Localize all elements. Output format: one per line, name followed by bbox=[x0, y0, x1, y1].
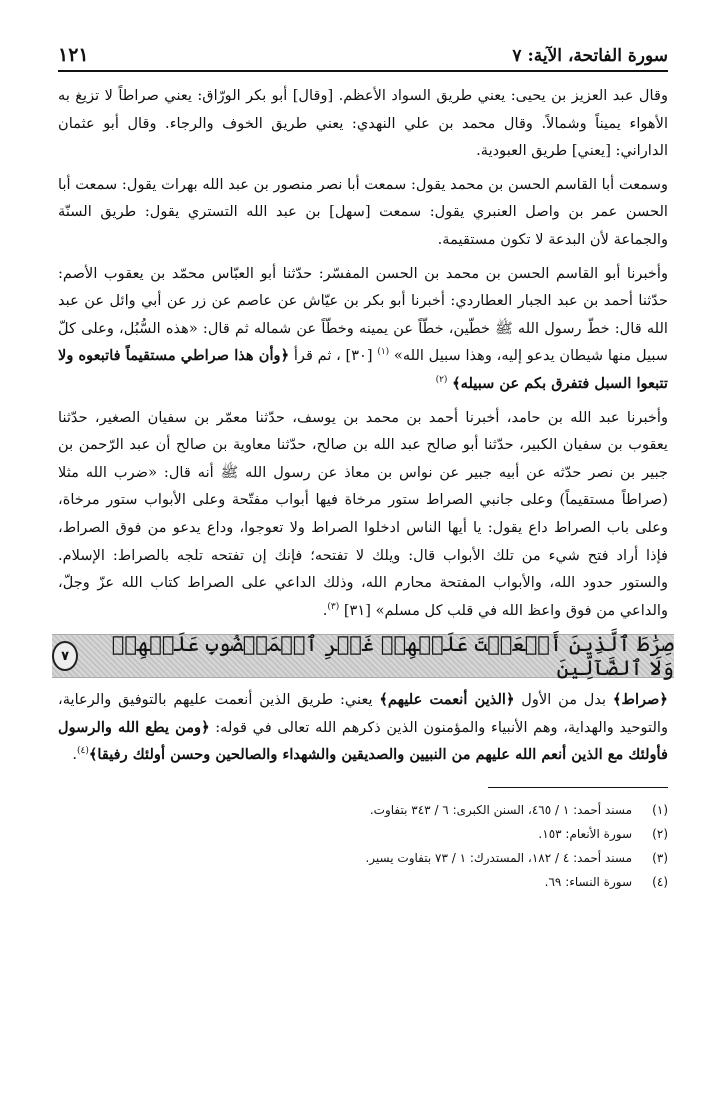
footnote-marker-2[interactable]: (٢) bbox=[435, 375, 448, 386]
footnote-item bbox=[58, 822, 668, 846]
footnotes bbox=[58, 798, 668, 894]
tafsir-text-2: يعني: طريق الذين أنعمت عليهم بالتوفيق والرعاية، والتوحيد والهداية، وهم الأنبياء والمؤمنون الذين ذكرهم الله تعالى في قوله: bbox=[58, 691, 668, 736]
footnote-number: (٤) bbox=[652, 875, 668, 890]
footnote-text: سورة النساء: ٦٩. bbox=[544, 875, 632, 890]
verse-text: صِرَٰطَ ٱلَّذِينَ أَنۡعَمۡتَ عَلَيۡهِمۡ غَيۡرِ ٱلۡمَغۡضُوبِ عَلَيۡهِمۡ وَلَا ٱلضَّآلِّينَ bbox=[111, 632, 674, 681]
paragraph-4: وأخبرنا عبد الله بن حامد، أخبرنا أحمد بن محمد بن يوسف، حدّثنا معمّر بن سفيان الصغير، حدّثنا يعقوب بن سفيان الكبير، حدّثنا أبو صالح عبد الله بن صالح، حدّثنا معاوية بن صالح أن عبد الرّحمن بن جبير بن نصر حدّثه عن أبيه جبير عن نواس بن معاذ عن رسول الله ﷺ أنه قال: «ضرب الله مثلا (صراطاً مستقيماً) وعلى جانبي الصراط ستور مرخاة فيها أبواب مفتّحة وعلى الأبواب ستور مرخاة، وعلى باب الصراط داع يقول: يا أيها الناس ادخلوا الصراط ولا تعوجوا، وداع يدعو من فوق الصراط، فإذا أراد فتح شيء من تلك الأبواب قال: ويلك لا تفتحه؛ فإنك إن تفتحه تلجه بالصراط: الإسلام. والستور حدود الله، والأبواب المفتحة محارم الله، وذلك الداعي على الصراط كتاب الله عزّ وجلّ، والداعي من فوق واعظ الله في قلب كل مسلم» [٣١] $^{(٣)}$. bbox=[58, 408, 668, 619]
paragraph-2: وسمعت أبا القاسم الحسن بن محمد يقول: سمعت أبا نصر منصور بن عبد الله بهرات يقول: سمعت أبا الحسن عمر بن واصل العنبري يقول: سمعت [سهل] بن عبد الله التستري يقول: طريق السنّة والجماعة لأن البدعة لا تكون مستقيمة. bbox=[58, 175, 668, 248]
footnote-marker-3[interactable]: (٣) bbox=[327, 601, 340, 612]
quran-quote-nisa: ﴿ومن يطع الله والرسول فأولئك مع الذين أنعم الله عليهم من النبيين والصديقين والشهداء والصالحين وحسن أولئك رفيقا﴾ bbox=[58, 718, 668, 764]
footnote-item bbox=[58, 798, 668, 822]
paragraph-1: وقال عبد العزيز بن يحيى: يعني طريق السواد الأعظم. [وقال] أبو بكر الورّاق: يعني صراطاً لا تزيغ به الأهواء يميناً وشمالاً. وقال محمد بن علي النهدي: يعني طريق الخوف والرجاء. وقال أبو عثمان الداراني: [يعني] طريق العبودية. bbox=[58, 87, 668, 160]
book-page bbox=[58, 40, 674, 894]
footnote-text: مسند أحمد: ١ / ٤٦٥، السنن الكبرى: ٦ / ٣٤٣ بتفاوت. bbox=[369, 803, 632, 818]
footnote-marker-4[interactable]: (٤) bbox=[76, 746, 89, 757]
verse-number-icon: ٧ bbox=[52, 641, 78, 671]
footnote-number: (٣) bbox=[652, 851, 668, 866]
tafsir-paragraph: ﴿صراط﴾ بدل من الأول ﴿الذين أنعمت عليهم﴾ يعني: طريق الذين أنعمت عليهم بالتوفيق والرعاية، والتوحيد والهداية، وهم الأنبياء والمؤمنون الذين ذكرهم الله تعالى في قوله: ﴿ومن يطع الله والرسول فأولئك مع الذين أنعم الله عليهم من النبيين والصديقين والشهداء والصالحين وحسن أولئك رفيقا﴾$^{(٤)}$. bbox=[58, 691, 668, 764]
footnote-text: سورة الأنعام: ١٥٣. bbox=[538, 827, 632, 842]
quran-quote-anam: ﴿وأن هذا صراطي مستقيماً فاتبعوه ولا تتبعوا السبل فتفرق بكم عن سبيله﴾ bbox=[58, 347, 668, 392]
tafsir-text-1: بدل من الأول bbox=[514, 691, 613, 709]
page-number: ١٢١ bbox=[58, 44, 89, 66]
hadith-ref-30: [٣٠] bbox=[345, 347, 373, 365]
hadith-ref-31: [٣١] bbox=[343, 601, 371, 619]
verse-banner bbox=[52, 632, 674, 681]
footnote-divider bbox=[488, 787, 668, 788]
surah-title: سورة الفاتحة، الآية: ٧ bbox=[512, 46, 668, 66]
paragraph-3-connector: ، ثم قرأ bbox=[293, 347, 341, 365]
page-header bbox=[58, 40, 668, 72]
footnote-number: (١) bbox=[652, 803, 668, 818]
footnote-marker-1[interactable]: (١) bbox=[377, 347, 390, 358]
footnote-item bbox=[58, 870, 668, 894]
footnote-number: (٢) bbox=[652, 827, 668, 842]
paragraph-3 bbox=[58, 260, 668, 398]
tafsir-term-sirat: ﴿صراط﴾ bbox=[612, 691, 668, 709]
footnote-text: مسند أحمد: ٤ / ١٨٢، المستدرك: ١ / ٧٣ بتفاوت يسير. bbox=[365, 851, 632, 866]
paragraph-3-text: وأخبرنا أبو القاسم الحسن بن محمد بن الحسن المفسّر: حدّثنا أبو العبّاس محمّد بن يعقوب الأصم: حدّثنا أحمد بن عبد الجبار العطاردي: أخبرنا أبو بكر بن عيّاش عن عاصم عن زر عن أبي وائل عن عبد الله قال: خطّ رسول الله ﷺ خطّين، خطّاً عن يمينه وخطّاً عن شماله ثم قال: «هذه السُّبُل، وعلى كلّ سبيل منها شيطان يدعو إليه، وهذا سبيل الله» bbox=[58, 264, 669, 365]
footnote-item bbox=[58, 846, 668, 870]
tafsir-term-alladhina: ﴿الذين أنعمت عليهم﴾ bbox=[379, 691, 515, 709]
paragraph-4-text: وأخبرنا عبد الله بن حامد، أخبرنا أحمد بن محمد بن يوسف، حدّثنا معمّر بن سفيان الصغير، حدّثنا يعقوب بن سفيان الكبير، حدّثنا أبو صالح عبد الله بن صالح، حدّثنا معاوية بن صالح أن عبد الرّحمن بن جبير بن نصر حدّثه عن أبيه جبير عن نواس بن معاذ عن رسول الله ﷺ أنه قال: «ضرب الله مثلا (صراطاً مستقيماً) وعلى جانبي الصراط ستور مرخاة فيها أبواب مفتّحة وعلى الأبواب ستور مرخاة، وعلى باب الصراط داع يقول: يا أيها الناس ادخلوا الصراط ولا تعوجوا، وداع يدعو من فوق الصراط، فإذا أراد فتح شيء من تلك الأبواب قال: ويلك لا تفتحه؛ فإنك إن تفتحه تلجه بالصراط: الإسلام. والستور حدود الله، والأبواب المفتحة محارم الله، وذلك الداعي على الصراط كتاب الله عزّ وجلّ، والداعي من فوق واعظ الله في قلب كل مسلم» bbox=[58, 408, 668, 619]
